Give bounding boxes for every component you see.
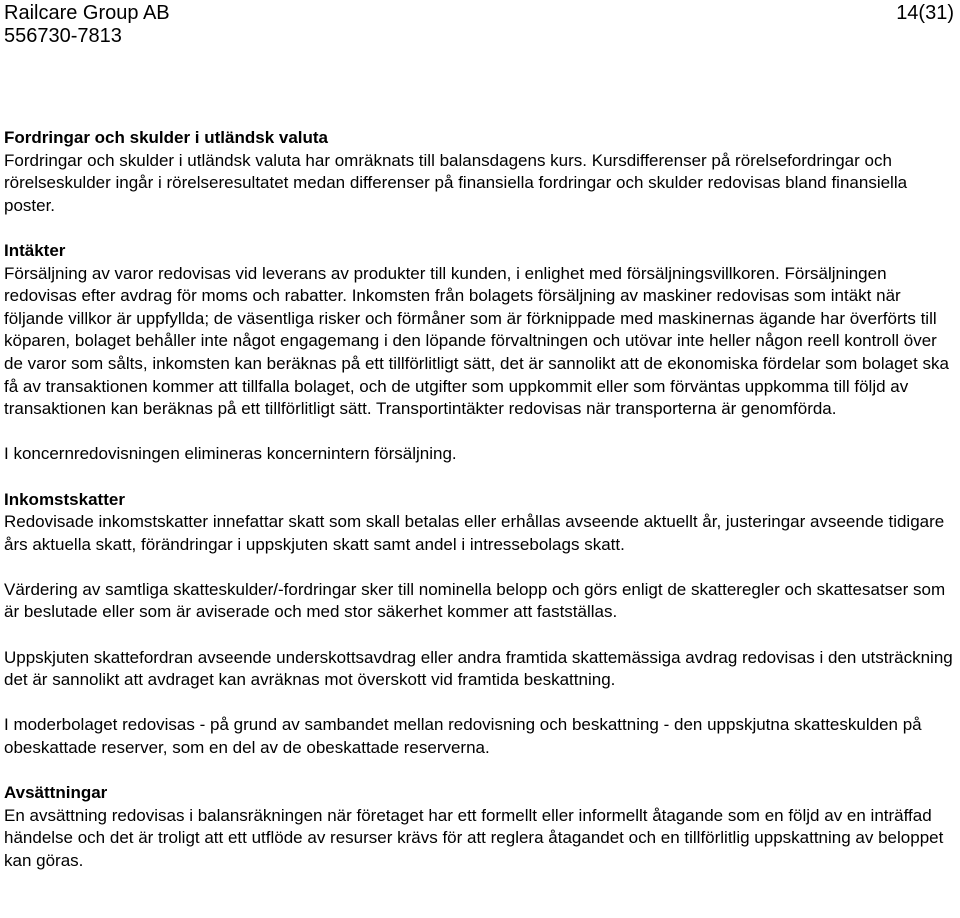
page-number: 14(31): [896, 2, 954, 24]
section-heading: Fordringar och skulder i utländsk valuta: [4, 128, 329, 147]
section-heading: Avsättningar: [4, 783, 108, 803]
paragraph: Uppskjuten skattefordran avseende underskottsavdrag eller andra framtida skattemässiga avdrag redovisas i den utsträckning det är sannolikt att avdraget kan avräknas mot överskott vid framtida beskattning.: [4, 647, 953, 690]
section-currency: [4, 127, 958, 217]
page-header: [4, 0, 958, 50]
org-number: 556730-7813: [4, 25, 122, 47]
company-name: Railcare Group AB: [4, 2, 170, 24]
section-heading: Intäkter: [4, 240, 66, 260]
paragraph: Fordringar och skulder i utländsk valuta har omräknats till balansdagens kurs. Kursdifferenser på rörelsefordringar och rörelseskulder ingår i rörelseresultatet medan differenser på finansiella fordringar och skulder redovisas bland finansiella poster.: [4, 150, 908, 215]
section-provisions: [4, 782, 958, 872]
section-tax: [4, 489, 958, 760]
document-body: [4, 127, 958, 873]
paragraph: I koncernredovisningen elimineras koncernintern försäljning.: [4, 444, 457, 464]
paragraph: I moderbolaget redovisas - på grund av sambandet mellan redovisning och beskattning - den uppskjutna skatteskulden på obeskattade reserver, som en del av de obeskattade reserverna.: [4, 715, 922, 758]
section-revenue: [4, 240, 958, 466]
paragraph: En avsättning redovisas i balansräkningen när företaget har ett formellt eller informellt åtagande som en följd av en inträffad händelse och det är troligt att ett utflöde av resurser krävs för att reglera åtagandet och en tillförlitlig uppskattning av beloppet kan göras.: [4, 805, 944, 870]
paragraph: Redovisade inkomstskatter innefattar skatt som skall betalas eller erhållas avseende aktuellt år, justeringar avseende tidigare års aktuella skatt, förändringar i uppskjuten skatt samt andel i intressebolags skatt.: [4, 512, 945, 554]
paragraph: Värdering av samtliga skatteskulder/-fordringar sker till nominella belopp och görs enligt de skatteregler och skattesatser som är beslutade eller som är aviserade och med stor säkerhet kommer att fastställas.: [4, 579, 946, 622]
section-heading: Inkomstskatter: [4, 489, 125, 509]
paragraph: Försäljning av varor redovisas vid leverans av produkter till kunden, i enlighet med försäljningsvillkoren. Försäljningen redovisas efter avdrag för moms och rabatter. Inkomsten från bolagets försäljning av maskiner redovisas som intäkt när följande villkor är uppfyllda; de väsentliga risker och förmåner som är förknippade med maskinernas ägande har överförts till köparen, bolaget behåller inte något engagemang i den löpande förvaltningen och utövar inte heller någon reell kontroll över de varor som sålts, inkomsten kan beräknas på ett tillförlitligt sätt, det är sannolikt att de ekonomiska fördelar som bolaget ska få av transaktionen kommer att tillfalla bolaget, och de utgifter som uppkommit eller som förväntas uppkomma till följd av transaktionen kan beräknas på ett tillförlitligt sätt. Transportintäkter redovisas när transporterna är genomförda.: [4, 263, 949, 419]
